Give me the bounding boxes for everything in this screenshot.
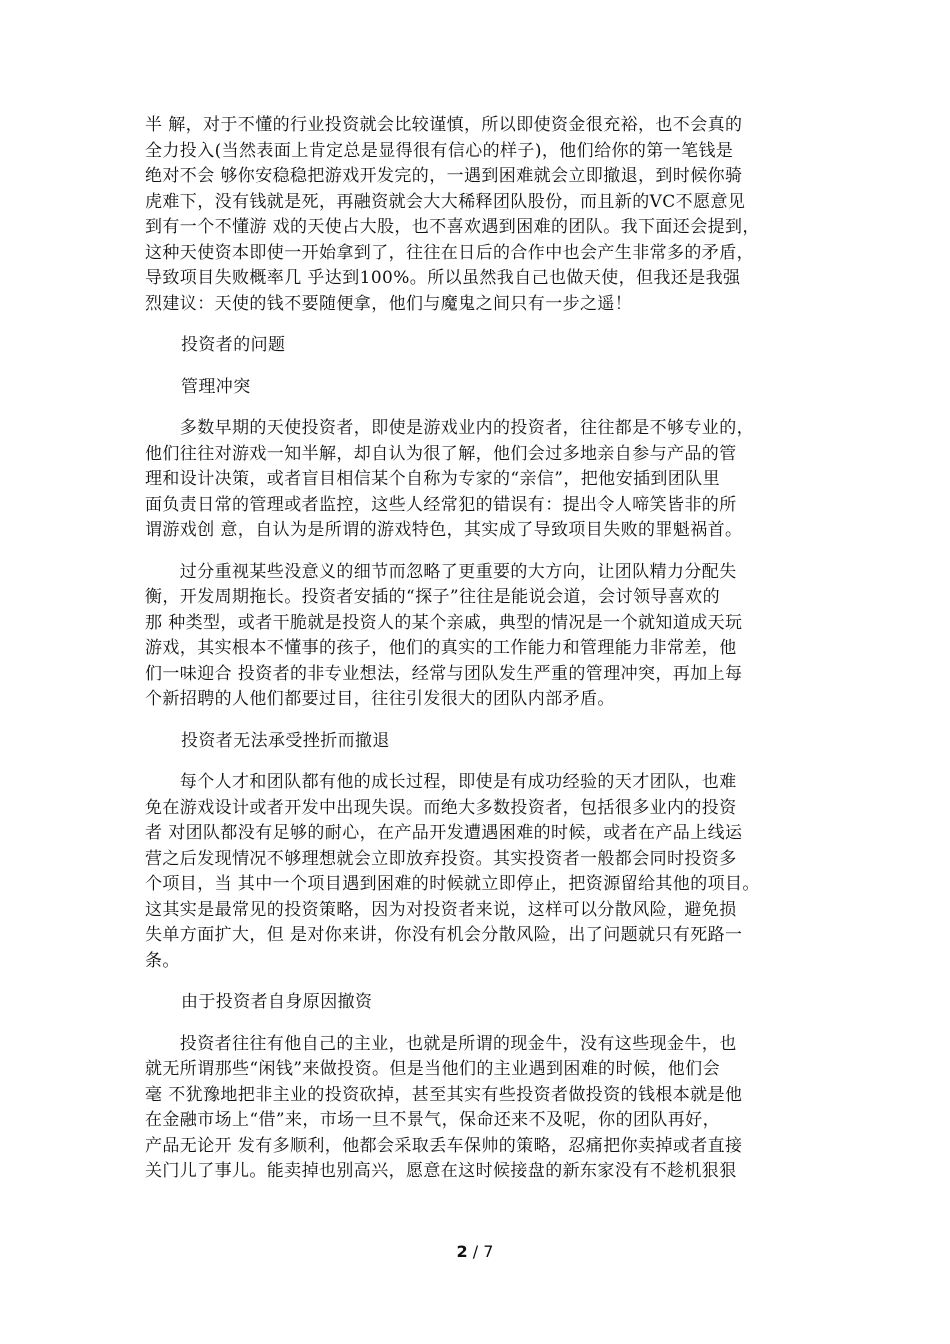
paragraph [145,416,825,544]
section-heading [145,990,825,1016]
text-line: 毫 不犹豫地把非主业的投资砍掉，甚至其实有些投资者做投资的钱根本就是他 [145,1084,743,1105]
text-line: 多数早期的天使投资者，即使是游戏业内的投资者，往往都是不够专业的， [145,418,754,438]
text-line: 每个人才和团队都有他的成长过程，即使是有成功经验的天才团队，也难 [145,772,737,792]
text-line: 投资者的问题 [181,335,286,355]
text-line: 免在游戏设计或者开发中出现失误。而绝大多数投资者，包括很多业内的投资 [145,797,737,818]
text-line: 到有一个不懂游 戏的天使占大股，也不喜欢遇到困难的团队。我下面还会提到， [145,217,760,237]
section-heading [145,333,825,359]
text-line: 烈建议：天使的钱不要随便拿，他们与魔鬼之间只有一步之遥！ [145,293,633,314]
text-line: 导致项目失败概率几 乎达到100%。所以虽然我自己也做天使，但我还是我强 [145,268,741,288]
text-line: 全力投入(当然表面上肯定总是显得很有信心的样子)，他们给你的第一笔钱是 [145,140,734,161]
text-line: 绝对不会 够你安稳稳把游戏开发完的，一遇到困难就会立即撤退，到时候你骑 [145,166,743,186]
page-separator: / [472,1242,479,1261]
text-line: 面负责日常的管理或者监控，这些人经常犯的错误有：提出令人啼笑皆非的所 [145,494,737,515]
text-line: 谓游戏创 意，自认为是所谓的游戏特色，其实成了导致项目失败的罪魁祸首。 [145,520,743,540]
text-line: 理和设计决策，或者盲目相信某个自称为专家的“亲信”，把他安插到团队里 [145,469,720,489]
section-heading [145,375,825,401]
text-line: 个项目，当 其中一个项目遇到困难的时候就立即停止，把资源留给其他的项目。 [145,874,760,894]
total-page-count: 7 [483,1242,494,1261]
section-heading [145,729,825,755]
text-line: 半 解，对于不懂的行业投资就会比较谨慎，所以即使资金很充裕，也不会真的 [145,115,743,135]
text-line: 失单方面扩大，但 是对你来讲，你没有机会分散风险，出了问题就只有死路一 [145,925,743,945]
text-line: 游戏，其实根本不懂事的孩子，他们的真实的工作能力和管理能力非常差，他 [145,638,737,658]
text-line: 管理冲突 [181,376,251,397]
text-line: 在金融市场上“借”来，市场一旦不景气，保命还来不及呢，你的团队再好， [145,1110,720,1130]
text-line: 投资者往往有他自己的主业，也就是所谓的现金牛，没有这些现金牛，也 [145,1033,737,1054]
text-line: 者 对团队都没有足够的耐心，在产品开发遭遇困难的时候，或者在产品上线运 [145,823,743,843]
text-line: 虎难下，没有钱就是死，再融资就会大大稀释团队股份，而且新的VC不愿意见 [145,191,746,212]
text-line: 投资者无法承受挫折而撤退 [181,730,390,751]
text-line: 他们往往对游戏一知半解，却自认为很了解，他们会过多地亲自参与产品的管 [145,443,737,464]
paragraph [145,770,825,974]
text-line: 们一味迎合 投资者的非专业想法，经常与团队发生严重的管理冲突，再加上每 [145,663,743,684]
text-line: 条。 [145,950,180,971]
text-line: 就无所谓那些“闲钱”来做投资。但是当他们的主业遇到困难的时候，他们会 [145,1059,720,1079]
text-line: 这种天使资本即使一开始拿到了，往往在日后的合作中也会产生非常多的矛盾， [145,242,754,263]
current-page-number: 2 [456,1242,468,1261]
paragraph [145,1032,825,1185]
paragraph [145,560,825,713]
document-body [145,113,825,1201]
text-line: 关门儿了事儿。能卖掉也别高兴，愿意在这时候接盘的新东家没有不趁机狠狠 [145,1161,737,1181]
page-number [0,1242,950,1261]
text-line: 营之后发现情况不够理想就会立即放弃投资。其实投资者一般都会同时投资多 [145,848,737,869]
text-line: 过分重视某些没意义的细节而忽略了更重要的大方向，让团队精力分配失 [145,561,737,582]
paragraph [145,113,825,317]
text-line: 衡，开发周期拖长。投资者安插的“探子”往往是能说会道，会讨领导喜欢的 [145,587,720,607]
text-line: 由于投资者自身原因撤资 [181,992,373,1012]
text-line: 产品无论开 发有多顺利，他都会采取丢车保帅的策略，忍痛把你卖掉或者直接 [145,1135,743,1156]
text-line: 个新招聘的人他们都要过目，往往引发很大的团队内部矛盾。 [145,689,615,709]
text-line: 这其实是最常见的投资策略，因为对投资者来说，这样可以分散风险，避免损 [145,899,737,920]
text-line: 那 种类型，或者干脆就是投资人的某个亲戚，典型的情况是一个就知道成天玩 [145,612,743,633]
